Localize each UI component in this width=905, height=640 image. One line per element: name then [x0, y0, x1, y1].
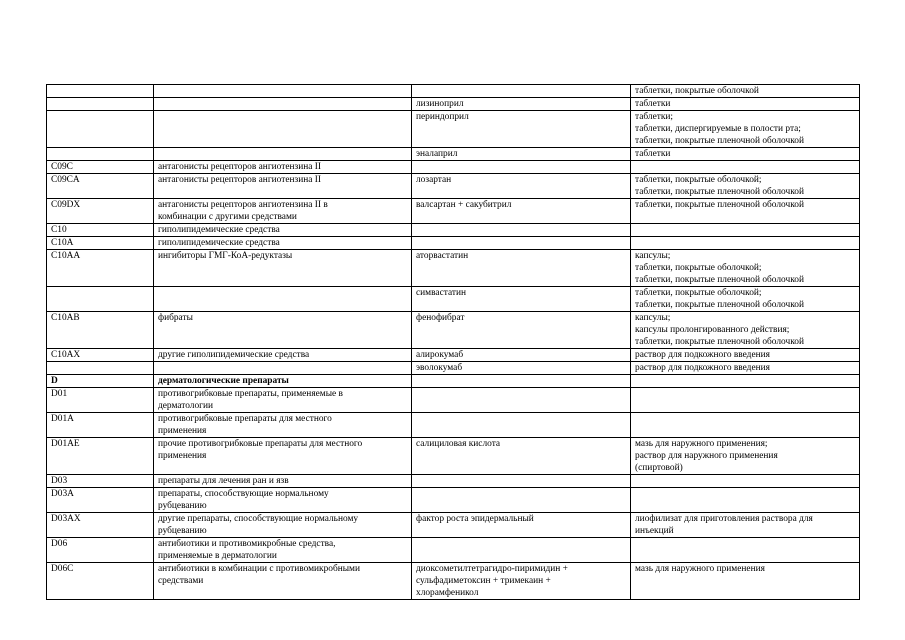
table-row [47, 475, 860, 488]
atc-code-cell [47, 98, 154, 111]
table-row [47, 287, 860, 312]
drug-name-cell [412, 538, 631, 563]
dosage-form-cell: таблетки [631, 148, 860, 161]
atc-code-cell: D06 [47, 538, 154, 563]
group-name-cell: гиполипидемические средства [154, 224, 412, 237]
table-row [47, 111, 860, 148]
dosage-form-cell [631, 237, 860, 250]
dosage-form-cell: лиофилизат для приготовления раствора для инъекций [631, 513, 860, 538]
atc-code-cell: D01A [47, 413, 154, 438]
group-name-cell [154, 148, 412, 161]
dosage-form-cell: таблетки; таблетки, диспергируемые в полости рта; таблетки, покрытые пленочной оболочкой [631, 111, 860, 148]
group-name-cell [154, 98, 412, 111]
group-name-cell [154, 287, 412, 312]
dosage-form-cell [631, 224, 860, 237]
dosage-form-cell: таблетки [631, 98, 860, 111]
drug-name-cell [412, 488, 631, 513]
dosage-form-cell [631, 388, 860, 413]
atc-code-cell [47, 362, 154, 375]
group-name-cell: противогрибковые препараты для местного применения [154, 413, 412, 438]
group-name-cell: противогрибковые препараты, применяемые в дерматологии [154, 388, 412, 413]
drug-name-cell: эволокумаб [412, 362, 631, 375]
table-row [47, 199, 860, 224]
drug-name-cell: симвастатин [412, 287, 631, 312]
dosage-form-cell: таблетки, покрытые оболочкой; таблетки, покрытые пленочной оболочкой [631, 287, 860, 312]
table-row [47, 85, 860, 98]
group-name-cell: препараты, способствующие нормальному рубцеванию [154, 488, 412, 513]
atc-code-cell: C09DX [47, 199, 154, 224]
dosage-form-cell [631, 161, 860, 174]
dosage-form-cell: раствор для подкожного введения [631, 362, 860, 375]
table-row [47, 375, 860, 388]
group-name-cell: антагонисты рецепторов ангиотензина II в комбинации с другими средствами [154, 199, 412, 224]
drug-name-cell [412, 85, 631, 98]
table-row [47, 513, 860, 538]
dosage-form-cell: мазь для наружного применения; раствор для наружного применения (спиртовой) [631, 438, 860, 475]
drug-name-cell: лизиноприл [412, 98, 631, 111]
group-name-cell: дерматологические препараты [154, 375, 412, 388]
drug-name-cell: фактор роста эпидермальный [412, 513, 631, 538]
drug-name-cell [412, 224, 631, 237]
table-body [47, 85, 860, 600]
atc-code-cell: C10AA [47, 250, 154, 287]
drug-name-cell [412, 237, 631, 250]
dosage-form-cell: раствор для подкожного введения [631, 349, 860, 362]
drug-name-cell: периндоприл [412, 111, 631, 148]
dosage-form-cell: таблетки, покрытые оболочкой [631, 85, 860, 98]
dosage-form-cell [631, 538, 860, 563]
drug-name-cell: лозартан [412, 174, 631, 199]
atc-code-cell [47, 85, 154, 98]
group-name-cell: фибраты [154, 312, 412, 349]
table-row [47, 563, 860, 600]
atc-code-cell: D03A [47, 488, 154, 513]
dosage-form-cell: таблетки, покрытые оболочкой; таблетки, покрытые пленочной оболочкой [631, 174, 860, 199]
dosage-form-cell [631, 413, 860, 438]
atc-code-cell: D03 [47, 475, 154, 488]
group-name-cell [154, 111, 412, 148]
table-row [47, 250, 860, 287]
drug-name-cell: эналаприл [412, 148, 631, 161]
drug-name-cell [412, 475, 631, 488]
table-row [47, 148, 860, 161]
group-name-cell: другие препараты, способствующие нормальному рубцеванию [154, 513, 412, 538]
atc-code-cell: D [47, 375, 154, 388]
group-name-cell: антагонисты рецепторов ангиотензина II [154, 174, 412, 199]
drug-name-cell: диоксометилтетрагидро-пиримидин + сульфадиметоксин + тримекаин + хлорамфеникол [412, 563, 631, 600]
atc-code-cell [47, 287, 154, 312]
drug-name-cell [412, 388, 631, 413]
drug-name-cell [412, 413, 631, 438]
drug-name-cell: алирокумаб [412, 349, 631, 362]
dosage-form-cell [631, 375, 860, 388]
dosage-form-cell: таблетки, покрытые пленочной оболочкой [631, 199, 860, 224]
table-row [47, 488, 860, 513]
group-name-cell [154, 85, 412, 98]
table-row [47, 438, 860, 475]
group-name-cell: гиполипидемические средства [154, 237, 412, 250]
drug-list-table [46, 84, 860, 600]
atc-code-cell: D01 [47, 388, 154, 413]
drug-name-cell: фенофибрат [412, 312, 631, 349]
atc-code-cell: C09C [47, 161, 154, 174]
drug-name-cell: салициловая кислота [412, 438, 631, 475]
drug-name-cell: аторвастатин [412, 250, 631, 287]
table-row [47, 388, 860, 413]
dosage-form-cell: капсулы; капсулы пролонгированного действия; таблетки, покрытые пленочной оболочкой [631, 312, 860, 349]
table-row [47, 349, 860, 362]
atc-code-cell: D03AX [47, 513, 154, 538]
group-name-cell: антагонисты рецепторов ангиотензина II [154, 161, 412, 174]
drug-name-cell [412, 161, 631, 174]
table-row [47, 362, 860, 375]
table-row [47, 312, 860, 349]
atc-code-cell: D06C [47, 563, 154, 600]
drug-name-cell: валсартан + сакубитрил [412, 199, 631, 224]
table-row [47, 174, 860, 199]
atc-code-cell [47, 148, 154, 161]
atc-code-cell [47, 111, 154, 148]
group-name-cell: антибиотики в комбинации с противомикробными средствами [154, 563, 412, 600]
table-row [47, 161, 860, 174]
table-row [47, 413, 860, 438]
atc-code-cell: C10 [47, 224, 154, 237]
atc-code-cell: D01AE [47, 438, 154, 475]
dosage-form-cell: мазь для наружного применения [631, 563, 860, 600]
table-row [47, 98, 860, 111]
atc-code-cell: C10A [47, 237, 154, 250]
table-row [47, 237, 860, 250]
table-row [47, 224, 860, 237]
atc-code-cell: C10AX [47, 349, 154, 362]
group-name-cell: препараты для лечения ран и язв [154, 475, 412, 488]
dosage-form-cell [631, 488, 860, 513]
group-name-cell [154, 362, 412, 375]
drug-name-cell [412, 375, 631, 388]
group-name-cell: другие гиполипидемические средства [154, 349, 412, 362]
atc-code-cell: C09CA [47, 174, 154, 199]
group-name-cell: ингибиторы ГМГ-КоА-редуктазы [154, 250, 412, 287]
group-name-cell: прочие противогрибковые препараты для местного применения [154, 438, 412, 475]
dosage-form-cell: капсулы; таблетки, покрытые оболочкой; таблетки, покрытые пленочной оболочкой [631, 250, 860, 287]
group-name-cell: антибиотики и противомикробные средства, применяемые в дерматологии [154, 538, 412, 563]
dosage-form-cell [631, 475, 860, 488]
atc-code-cell: C10AB [47, 312, 154, 349]
table-row [47, 538, 860, 563]
